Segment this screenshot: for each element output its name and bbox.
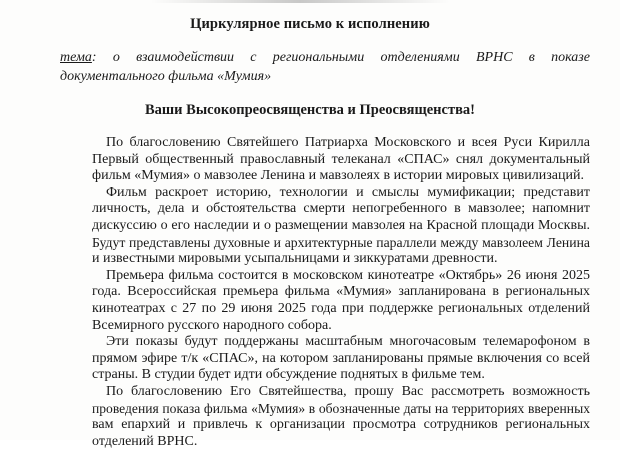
page-top-edge (150, 0, 450, 3)
paragraph-2-line-2: личность, дела и обстоятельства смерти непогребенного в мавзолее; напомнит (92, 201, 590, 217)
paragraph-2-line-4: Будут представлены духовные и архитектурные параллели между мавзолеем Ленина (92, 234, 590, 250)
paragraph-3-line-1: Премьера фильма состоится в московском кинотеатре «Октябрь» 26 июня 2025 (106, 267, 590, 283)
paragraph-4-line-3: страны. В студии будет идти обсуждение поднятых в фильме тем. (92, 367, 485, 383)
paragraph-2-line-1: Фильм раскроет историю, технологии и смыслы мумификации; представит (106, 184, 590, 200)
letter-subject (60, 48, 590, 86)
paragraph-2-line-3: дискуссию о его наследии и о размещении мавзолея на Красной площади Москвы. (92, 217, 590, 233)
paragraph-4-line-2: прямом эфире т/к «СПАС», на котором запланированы прямые включения со всей (92, 350, 590, 366)
letter-body (78, 135, 590, 450)
paragraph-4 (78, 334, 590, 384)
paragraph-1-line-1: По благословению Святейшего Патриарха Московского и всея Руси Кирилла (106, 135, 590, 150)
paragraph-5 (78, 384, 590, 450)
paragraph-4-line-1: Эти показы будут поддержаны масштабным многочасовым телемарофоном в (106, 334, 590, 350)
subject-line-2: документального фильма «Мумия» (60, 69, 272, 84)
letter-title: Циркулярное письмо к исполнению (190, 16, 430, 32)
paragraph-5-line-1: По благословению Его Святейшества, прошу Вас рассмотреть возможность (106, 383, 590, 399)
paragraph-2-line-5: и известными мировыми усыпальницами и зиккуратами древности. (92, 251, 498, 267)
subject-key: тема (60, 50, 92, 65)
subject-text-1: : о взаимодействии с региональными отделениями ВРНС в показе (91, 50, 590, 65)
paragraph-2 (78, 185, 590, 268)
paragraph-1-line-2: Первый общественный православный телеканал «СПАС» снял документальный (92, 151, 590, 167)
paragraph-5-line-4: отделений ВРНС. (92, 433, 198, 449)
paragraph-5-line-3: вам епархий и привлечь к организации просмотра сотрудников региональных (92, 417, 590, 433)
paragraph-3-line-4: Всемирного русского народного собора. (92, 317, 332, 333)
paragraph-1-line-3: фильм «Мумия» о мавзолее Ленина и мавзолеях в истории мировых цивилизаций. (92, 168, 584, 184)
paragraph-1 (78, 135, 590, 185)
subject-line-1 (60, 48, 590, 67)
paragraph-3-line-3: кинотеатрах с 27 по 29 июня 2025 года при поддержке региональных отделений (92, 300, 590, 316)
paragraph-3 (78, 268, 590, 334)
paragraph-5-line-2: проведения показа фильма «Мумия» в обозначенные даты на территориях вверенных (92, 400, 590, 416)
paragraph-3-line-2: года. Всероссийская премьера фильма «Мумия» запланирована в региональных (92, 284, 590, 300)
letter-greeting: Ваши Высокопреосвященства и Преосвященства! (145, 102, 475, 118)
